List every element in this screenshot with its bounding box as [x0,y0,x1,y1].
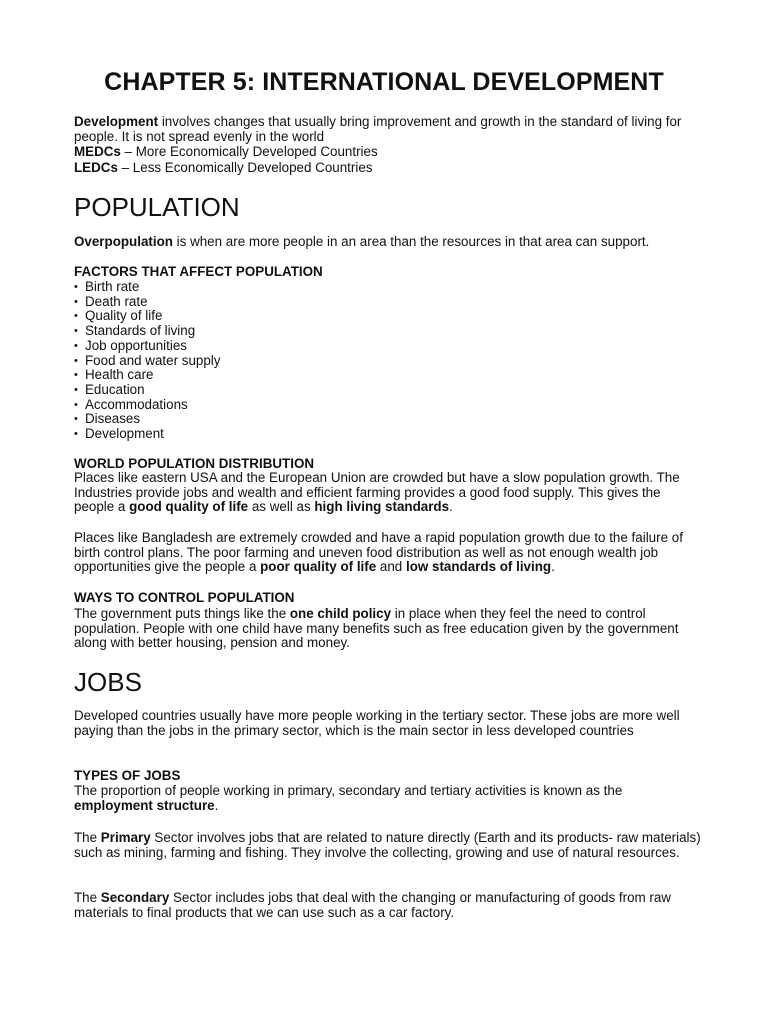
primary-text-c: Sector involves jobs that are related to nature directly (Earth and its products- raw materials) such as mining, farming and fishing. They involve the collecting, growing and use of natural resources. [74,830,701,860]
term-secondary: Secondary [100,890,170,905]
dist-p2-end: . [551,559,555,575]
factor-list-item: • Job opportunities [74,339,220,354]
medcs-definition: – More Economically Developed Countries [120,144,378,159]
page-title: CHAPTER 5: INTERNATIONAL DEVELOPMENT [104,68,664,96]
control-text-c: in place when they feel the need to control population. People with one child have many benefits such as free education given by the government along with better housing, pension and money. [74,606,679,651]
high-living-standards: high living standards [314,499,450,515]
section-heading-population: POPULATION [74,192,240,222]
secondary-sector-paragraph [74,891,702,920]
factor-list-item: • Development [74,427,220,442]
control-heading: WAYS TO CONTROL POPULATION [74,590,295,605]
distribution-paragraph-2 [74,531,702,575]
types-text-a: The proportion of people working in primary, secondary and tertiary activities is known as the [74,783,623,798]
dist-p1-joiner: as well as [248,499,315,515]
factor-list-item: • Education [74,383,220,398]
secondary-text-c: Sector includes jobs that deal with the changing or manufacturing of goods from raw materials to final products that we can use such as a car factory. [74,890,671,920]
factors-heading: FACTORS THAT AFFECT POPULATION [74,264,323,279]
term-ledcs: LEDCs [74,160,118,175]
dist-p2-joiner: and [376,559,406,575]
term-primary: Primary [100,830,151,845]
factor-list-item: • Death rate [74,295,220,310]
intro-medcs [74,145,702,160]
term-medcs: MEDCs [74,144,121,159]
factor-list-item: • Quality of life [74,309,220,324]
types-text-c: . [214,797,219,813]
employment-structure: employment structure [74,797,215,813]
factor-list-item: • Birth rate [74,280,220,295]
factor-list-item: • Health care [74,368,220,383]
types-of-jobs-heading: TYPES OF JOBS [74,768,181,783]
intro-ledcs [74,161,702,176]
control-text-a: The government puts things like the [74,606,290,621]
control-paragraph [74,607,702,651]
distribution-heading: WORLD POPULATION DISTRIBUTION [74,456,315,471]
low-standards-of-living: low standards of living [405,559,552,575]
overpopulation-text: is when are more people in an area than the resources in that area can support. [172,234,650,249]
term-overpopulation: Overpopulation [74,234,173,249]
development-definition: involves changes that usually bring improvement and growth in the standard of living for people. It is not spread evenly in the world [74,114,682,144]
factor-list-item: • Diseases [74,412,220,427]
intro-development [74,115,702,144]
ledcs-definition: – Less Economically Developed Countries [117,160,373,175]
good-quality-of-life: good quality of life [129,499,249,515]
primary-sector-paragraph [74,831,702,860]
jobs-intro: Developed countries usually have more people working in the tertiary sector. These jobs are more well paying than the jobs in the primary sector, which is the main sector in less developed countries [74,708,680,738]
poor-quality-of-life: poor quality of life [260,559,377,575]
secondary-text-a: The [74,890,101,905]
factor-list-item: • Accommodations [74,398,220,413]
types-of-jobs-paragraph [74,784,702,813]
factor-list-item: • Food and water supply [74,354,220,369]
factors-list [74,280,220,442]
dist-p1-text: Places like eastern USA and the European Union are crowded but have a slow population growth. The Industries provide jobs and wealth and efficient farming provides a good food supply. This gives the people a [74,470,680,515]
section-heading-jobs: JOBS [74,667,142,697]
overpopulation-definition [74,235,702,250]
distribution-paragraph-1 [74,471,702,515]
factor-list-item: • Standards of living [74,324,220,339]
dist-p1-end: . [449,499,453,515]
dist-p2-text: Places like Bangladesh are extremely crowded and have a rapid population growth due to the failure of birth control plans. The poor farming and uneven food distribution as well as not enough wealth job opportunities give the people a [74,530,683,575]
one-child-policy: one child policy [289,606,392,621]
primary-text-a: The [74,830,101,845]
term-development: Development [74,114,159,129]
